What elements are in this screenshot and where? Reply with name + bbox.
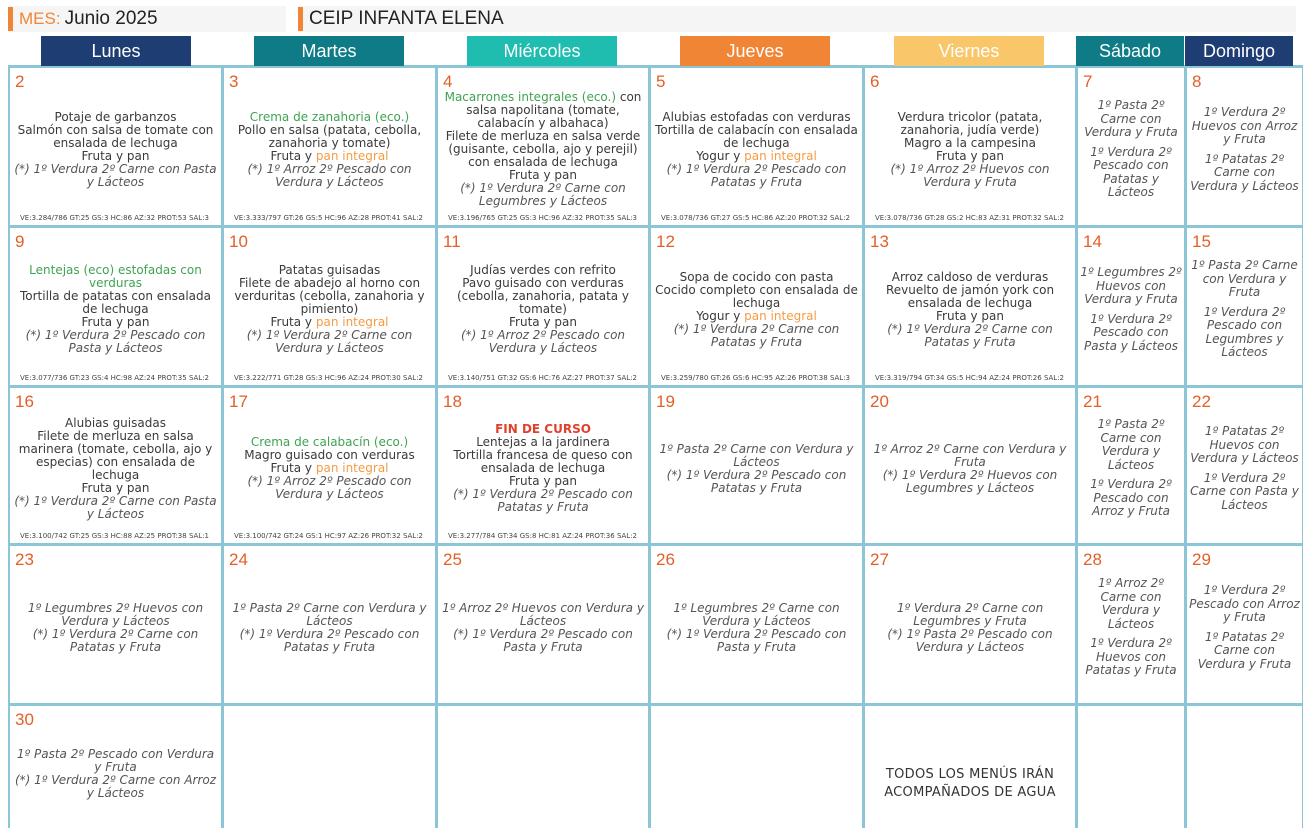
menu-line: Verdura tricolor (patata, zanahoria, judía verde) bbox=[897, 109, 1043, 137]
accent-bar bbox=[8, 7, 13, 31]
day-cell-22 bbox=[1187, 388, 1302, 543]
nutrition-info: VE:3.319/794 GT:34 GS:5 HC:94 AZ:24 PROT:26 SAL:2 bbox=[875, 374, 1065, 382]
empty-cell bbox=[1078, 706, 1184, 828]
menu-content bbox=[1189, 546, 1300, 691]
day-number: 12 bbox=[656, 232, 675, 251]
day-number: 11 bbox=[443, 232, 461, 251]
alternative-menu: 1º Verdura 2º Pescado con Patatas y Lácteos bbox=[1090, 144, 1172, 200]
menu-text: con salsa napolitana (tomate, calabacín y albahaca) bbox=[466, 90, 642, 130]
menu-content bbox=[226, 228, 433, 373]
day-cell-16 bbox=[10, 388, 221, 543]
day-number: 16 bbox=[15, 392, 34, 411]
alternative-menu: (*) 1º Arroz 2º Huevos con Verdura y Fruta bbox=[890, 161, 1050, 189]
day-number: 8 bbox=[1192, 72, 1202, 91]
menu-content bbox=[12, 706, 219, 824]
day-number: 15 bbox=[1192, 232, 1211, 251]
alternative-menu: 1º Verdura 2º Carne con Legumbres y Fruta bbox=[896, 600, 1044, 628]
nutrition-info: VE:3.077/736 GT:23 GS:4 HC:98 AZ:24 PROT:35 SAL:2 bbox=[20, 374, 210, 382]
day-cell-4 bbox=[438, 68, 648, 225]
alternative-menu: (*) 1º Arroz 2º Pescado con Verdura y Lácteos bbox=[460, 328, 626, 355]
nutrition-info: VE:3.284/786 GT:25 GS:3 HC:86 AZ:32 PROT:53 SAL:3 bbox=[20, 214, 210, 222]
nutrition-info: VE:3.140/751 GT:32 GS:6 HC:76 AZ:27 PROT:37 SAL:2 bbox=[448, 374, 638, 382]
menu-line: Fruta y pan bbox=[81, 315, 150, 329]
menu-content bbox=[440, 388, 646, 531]
alternative-menu: (*) 1º Verdura 2º Pescado con Pasta y Lácteos bbox=[25, 328, 206, 355]
day-number: 30 bbox=[15, 710, 34, 729]
alternative-menu: (*) 1º Verdura 2º Pescado con Patatas y Fruta bbox=[666, 161, 847, 189]
alternative-menu: (*) 1º Verdura 2º Carne con Pasta y Lácteos bbox=[14, 161, 217, 189]
day-cell-27 bbox=[865, 546, 1075, 703]
weekday-miercoles: Miércoles bbox=[467, 36, 617, 66]
menu-content bbox=[226, 68, 433, 213]
menu-line: Tortilla francesa de queso con ensalada de lechuga bbox=[453, 448, 633, 475]
integral-highlight: pan integral bbox=[315, 148, 389, 163]
menu-content bbox=[867, 228, 1073, 373]
alternative-menu: 1º Patatas 2º Carne con Verdura y Fruta bbox=[1197, 629, 1292, 671]
menu-content bbox=[1080, 68, 1182, 213]
empty-cell bbox=[438, 706, 648, 828]
empty-cell bbox=[224, 706, 435, 828]
menu-line: Arroz caldoso de verduras bbox=[891, 269, 1049, 284]
alternative-menu: (*) 1º Verdura 2º Carne con Patatas y Fruta bbox=[32, 626, 199, 654]
integral-highlight: pan integral bbox=[744, 148, 817, 163]
alternative-menu: 1º Pasta 2º Carne con Verdura y Lácteos bbox=[232, 600, 427, 628]
menu-line: Filete de merluza en salsa verde (guisante, cebolla, ajo y perejil) con ensalada de lechuga bbox=[445, 129, 641, 169]
day-number: 19 bbox=[656, 392, 675, 411]
menu-content bbox=[12, 68, 219, 213]
alternative-menu: (*) 1º Verdura 2º Carne con Verdura y Lácteos bbox=[246, 328, 413, 355]
alternative-menu: (*) 1º Verdura 2º Pescado con Pasta y Fruta bbox=[453, 626, 633, 654]
day-cell-21 bbox=[1078, 388, 1184, 543]
menu-content bbox=[12, 546, 219, 691]
menu-line: Fruta y pan bbox=[509, 315, 577, 329]
alternative-menu: 1º Verdura 2º Pescado con Pasta y Lácteos bbox=[1084, 311, 1178, 353]
menu-line: Alubias estofadas con verduras bbox=[662, 109, 851, 124]
menu-line: Fruta y pan bbox=[936, 308, 1004, 323]
menu-line: Magro a la campesina bbox=[903, 135, 1036, 150]
alternative-menu: 1º Legumbres 2º Huevos con Verdura y Fruta bbox=[1080, 265, 1182, 306]
day-cell-15 bbox=[1187, 228, 1302, 385]
weekday-domingo: Domingo bbox=[1185, 36, 1293, 66]
alternative-menu: 1º Pasta 2º Carne con Verdura y Lácteos bbox=[1097, 417, 1165, 472]
menu-content bbox=[226, 388, 433, 531]
menu-line: Fruta y pan bbox=[936, 148, 1004, 163]
day-cell-3 bbox=[224, 68, 435, 225]
integral-highlight: pan integral bbox=[744, 308, 817, 323]
eco-highlight: Macarrones integrales (eco.) bbox=[444, 90, 617, 104]
day-number: 28 bbox=[1083, 550, 1102, 569]
day-cell-11 bbox=[438, 228, 648, 385]
day-cell-7 bbox=[1078, 68, 1184, 225]
day-cell-14 bbox=[1078, 228, 1184, 385]
day-number: 2 bbox=[15, 72, 25, 91]
alternative-menu: (*) 1º Arroz 2º Pescado con Verdura y Lácteos bbox=[247, 474, 412, 501]
weekday-sabado: Sábado bbox=[1076, 36, 1184, 66]
integral-highlight: pan integral bbox=[315, 315, 389, 329]
alternative-menu: 1º Verdura 2º Pescado con Arroz y Fruta bbox=[1090, 477, 1172, 519]
alternative-menu: (*) 1º Verdura 2º Carne con Patatas y Fruta bbox=[673, 321, 840, 349]
day-cell-6 bbox=[865, 68, 1075, 225]
menu-line: Fruta y pan bbox=[509, 474, 577, 488]
day-number: 22 bbox=[1192, 392, 1211, 411]
menu-line: Tortilla de calabacín con ensalada de lechuga bbox=[655, 122, 858, 150]
alternative-menu: (*) 1º Verdura 2º Carne con Arroz y Lácteos bbox=[14, 773, 217, 800]
school-name: CEIP INFANTA ELENA bbox=[309, 8, 504, 29]
menu-content bbox=[1189, 388, 1300, 531]
menu-line: Lentejas a la jardinera bbox=[476, 435, 610, 449]
nutrition-info: VE:3.333/797 GT:26 GS:5 HC:96 AZ:28 PROT:41 SAL:2 bbox=[234, 214, 424, 222]
day-cell-2 bbox=[10, 68, 221, 225]
alternative-menu: 1º Verdura 2º Pescado con Arroz y Fruta bbox=[1189, 583, 1300, 624]
day-cell-20 bbox=[865, 388, 1075, 543]
menu-line: Potaje de garbanzos bbox=[54, 109, 177, 124]
day-number: 13 bbox=[870, 232, 889, 251]
menu-content bbox=[653, 68, 860, 213]
day-cell-23 bbox=[10, 546, 221, 703]
menu-line: Lentejas (eco) estofadas con verduras bbox=[29, 263, 202, 290]
nutrition-info: VE:3.222/771 GT:28 GS:3 HC:96 AZ:24 PROT:30 SAL:2 bbox=[234, 374, 424, 382]
menu-content bbox=[1080, 228, 1182, 373]
menu-line: Crema de zanahoria (eco.) bbox=[249, 109, 410, 124]
alternative-menu: 1º Pasta 2º Carne con Verdura y Fruta bbox=[1084, 98, 1178, 140]
menu-line bbox=[440, 91, 646, 130]
day-cell-30 bbox=[10, 706, 221, 828]
menu-line: Revuelto de jamón york con ensalada de lechuga bbox=[885, 282, 1055, 310]
day-number: 20 bbox=[870, 392, 889, 411]
nutrition-info: VE:3.100/742 GT:24 GS:1 HC:97 AZ:26 PROT:32 SAL:2 bbox=[234, 532, 424, 540]
day-number: 5 bbox=[656, 72, 666, 91]
day-cell-8 bbox=[1187, 68, 1302, 225]
menu-line: Judías verdes con refrito bbox=[470, 263, 616, 277]
menu-line: Patatas guisadas bbox=[278, 263, 381, 277]
menu-content bbox=[867, 546, 1073, 691]
alternative-menu: (*) 1º Arroz 2º Pescado con Verdura y Lácteos bbox=[247, 161, 412, 189]
day-cell-13 bbox=[865, 228, 1075, 385]
menu-content bbox=[1080, 388, 1182, 531]
month-value: Junio 2025 bbox=[64, 8, 158, 29]
day-number: 6 bbox=[870, 72, 880, 91]
month-label: MES: bbox=[19, 9, 61, 28]
alternative-menu: 1º Patatas 2º Huevos con Verdura y Lácteos bbox=[1190, 424, 1299, 465]
menu-line: Filete de abadejo al horno con verduritas (cebolla, zanahoria y pimiento) bbox=[234, 276, 425, 316]
day-cell-28 bbox=[1078, 546, 1184, 703]
menu-line: Magro guisado con verduras bbox=[244, 448, 415, 462]
day-number: 24 bbox=[229, 550, 248, 569]
day-number: 3 bbox=[229, 72, 239, 91]
menu-content bbox=[867, 388, 1073, 531]
menu-line: Sopa de cocido con pasta bbox=[679, 269, 834, 284]
menu-line: Fruta y pan bbox=[509, 168, 577, 182]
menu-line: Pollo en salsa (patata, cebolla, zanahoria y tomate) bbox=[237, 122, 422, 150]
menu-line: Crema de calabacín (eco.) bbox=[250, 435, 409, 449]
day-number: 27 bbox=[870, 550, 889, 569]
day-cell-24 bbox=[224, 546, 435, 703]
menu-text: Fruta y bbox=[270, 148, 316, 163]
alternative-menu: 1º Arroz 2º Carne con Verdura y Lácteos bbox=[1098, 576, 1164, 631]
weekday-martes: Martes bbox=[254, 36, 404, 66]
month-header bbox=[8, 6, 286, 32]
menu-content bbox=[867, 68, 1073, 213]
alternative-menu: (*) 1º Verdura 2º Pescado con Patatas y Fruta bbox=[453, 487, 633, 514]
nutrition-info: VE:3.078/736 GT:27 GS:5 HC:86 AZ:20 PROT:32 SAL:2 bbox=[661, 214, 851, 222]
menu-line: Alubias guisadas bbox=[65, 415, 166, 430]
menu-content bbox=[1189, 68, 1300, 213]
alternative-menu: 1º Pasta 2º Carne con Verdura y Lácteos bbox=[659, 441, 854, 469]
menu-line: Cocido completo con ensalada de lechuga bbox=[655, 282, 858, 310]
menu-content bbox=[653, 228, 860, 373]
alternative-menu: 1º Verdura 2º Pescado con Legumbres y Lácteos bbox=[1203, 304, 1286, 360]
alternative-menu: 1º Verdura 2º Huevos con Patatas y Fruta bbox=[1085, 636, 1177, 678]
menu-content bbox=[12, 388, 219, 531]
weekday-lunes: Lunes bbox=[41, 36, 191, 66]
alternative-menu: 1º Legumbres 2º Carne con Verdura y Lácteos bbox=[673, 600, 840, 628]
menu-content bbox=[226, 546, 433, 691]
alternative-menu: 1º Legumbres 2º Huevos con Verdura y Lácteos bbox=[27, 600, 204, 628]
menu-line: Fruta y pan bbox=[81, 480, 150, 495]
alternative-menu: (*) 1º Verdura 2º Carne con Pasta y Lácteos bbox=[14, 493, 217, 521]
menu-content bbox=[653, 388, 860, 531]
fin-de-curso-label: FIN DE CURSO bbox=[495, 422, 591, 436]
nutrition-info: VE:3.277/784 GT:34 GS:8 HC:81 AZ:24 PROT:36 SAL:2 bbox=[448, 532, 638, 540]
alternative-menu: 1º Verdura 2º Huevos con Arroz y Fruta bbox=[1191, 105, 1298, 146]
menu-line: Tortilla de patatas con ensalada de lechuga bbox=[19, 289, 212, 316]
alternative-menu: 1º Pasta 2º Pescado con Verdura y Fruta bbox=[16, 747, 215, 774]
day-number: 7 bbox=[1083, 72, 1093, 91]
water-note: TODOS LOS MENÚS IRÁN ACOMPAÑADOS DE AGUA bbox=[884, 767, 1056, 800]
alternative-menu: (*) 1º Verdura 2º Pescado con Pasta y Fruta bbox=[666, 626, 847, 654]
alternative-menu: (*) 1º Verdura 2º Pescado con Patatas y Fruta bbox=[666, 467, 847, 495]
alternative-menu: 1º Patatas 2º Carne con Verdura y Lácteos bbox=[1190, 151, 1299, 193]
day-cell-18 bbox=[438, 388, 648, 543]
day-number: 21 bbox=[1083, 392, 1102, 411]
alternative-menu: 1º Verdura 2º Carne con Pasta y Lácteos bbox=[1190, 470, 1299, 512]
day-cell-5 bbox=[651, 68, 862, 225]
school-header bbox=[298, 6, 1296, 32]
menu-line bbox=[270, 150, 388, 163]
day-number: 17 bbox=[229, 392, 248, 411]
day-cell-17 bbox=[224, 388, 435, 543]
menu-text: Yogur y bbox=[696, 148, 745, 163]
day-number: 4 bbox=[443, 72, 453, 91]
menu-content bbox=[440, 68, 646, 213]
weekday-viernes: Viernes bbox=[894, 36, 1044, 66]
nutrition-info: VE:3.196/765 GT:25 GS:3 HC:96 AZ:32 PROT:35 SAL:3 bbox=[448, 214, 638, 222]
alternative-menu: (*) 1º Verdura 2º Pescado con Patatas y Fruta bbox=[239, 626, 420, 654]
day-number: 25 bbox=[443, 550, 462, 569]
menu-content bbox=[653, 546, 860, 691]
alternative-menu: (*) 1º Verdura 2º Carne con Patatas y Fruta bbox=[887, 321, 1053, 349]
menu-line: Salmón con salsa de tomate con ensalada de lechuga bbox=[17, 122, 214, 150]
day-number: 9 bbox=[15, 232, 25, 251]
day-cell-19 bbox=[651, 388, 862, 543]
menu-content bbox=[1080, 546, 1182, 691]
menu-line bbox=[696, 150, 817, 163]
day-cell-26 bbox=[651, 546, 862, 703]
menu-content bbox=[12, 228, 219, 373]
menu-line: Fruta y pan bbox=[81, 148, 150, 163]
alternative-menu: 1º Arroz 2º Carne con Verdura y Fruta bbox=[873, 441, 1067, 469]
alternative-menu: (*) 1º Verdura 2º Huevos con Legumbres y Lácteos bbox=[882, 467, 1058, 495]
day-number: 14 bbox=[1083, 232, 1102, 251]
nutrition-info: VE:3.100/742 GT:25 GS:3 HC:88 AZ:25 PROT:38 SAL:1 bbox=[20, 532, 210, 540]
day-cell-25 bbox=[438, 546, 648, 703]
day-number: 18 bbox=[443, 392, 462, 411]
menu-content bbox=[440, 228, 646, 373]
day-cell-12 bbox=[651, 228, 862, 385]
menu-content bbox=[1189, 228, 1300, 373]
weekday-jueves: Jueves bbox=[680, 36, 830, 66]
day-cell-9 bbox=[10, 228, 221, 385]
empty-cell bbox=[651, 706, 862, 828]
menu-text: Fruta y bbox=[270, 315, 316, 329]
menu-text: Fruta y bbox=[270, 461, 316, 475]
integral-highlight: pan integral bbox=[315, 461, 389, 475]
nutrition-info: VE:3.259/780 GT:26 GS:6 HC:95 AZ:26 PROT:38 SAL:3 bbox=[661, 374, 851, 382]
day-number: 26 bbox=[656, 550, 675, 569]
day-cell-29 bbox=[1187, 546, 1302, 703]
menu-text: Yogur y bbox=[696, 308, 745, 323]
menu-line: Pavo guisado con verduras (cebolla, zanahoria, patata y tomate) bbox=[456, 276, 630, 316]
day-cell-10 bbox=[224, 228, 435, 385]
empty-cell bbox=[865, 706, 1075, 828]
alternative-menu: 1º Arroz 2º Huevos con Verdura y Lácteos bbox=[442, 600, 644, 628]
accent-bar bbox=[298, 7, 303, 31]
menu-line bbox=[696, 310, 817, 323]
day-number: 29 bbox=[1192, 550, 1211, 569]
alternative-menu: (*) 1º Pasta 2º Pescado con Verdura y Lácteos bbox=[887, 626, 1053, 654]
alternative-menu: 1º Pasta 2º Carne con Verdura y Fruta bbox=[1191, 258, 1298, 300]
nutrition-info: VE:3.078/736 GT:28 GS:2 HC:83 AZ:31 PROT:32 SAL:2 bbox=[875, 214, 1065, 222]
menu-content bbox=[440, 546, 646, 691]
empty-cell bbox=[1187, 706, 1302, 828]
day-number: 23 bbox=[15, 550, 34, 569]
day-number: 10 bbox=[229, 232, 248, 251]
menu-line: Filete de merluza en salsa marinera (tomate, cebolla, ajo y especias) con ensalada de lechuga bbox=[18, 428, 213, 482]
alternative-menu: (*) 1º Verdura 2º Carne con Legumbres y Lácteos bbox=[460, 181, 626, 208]
